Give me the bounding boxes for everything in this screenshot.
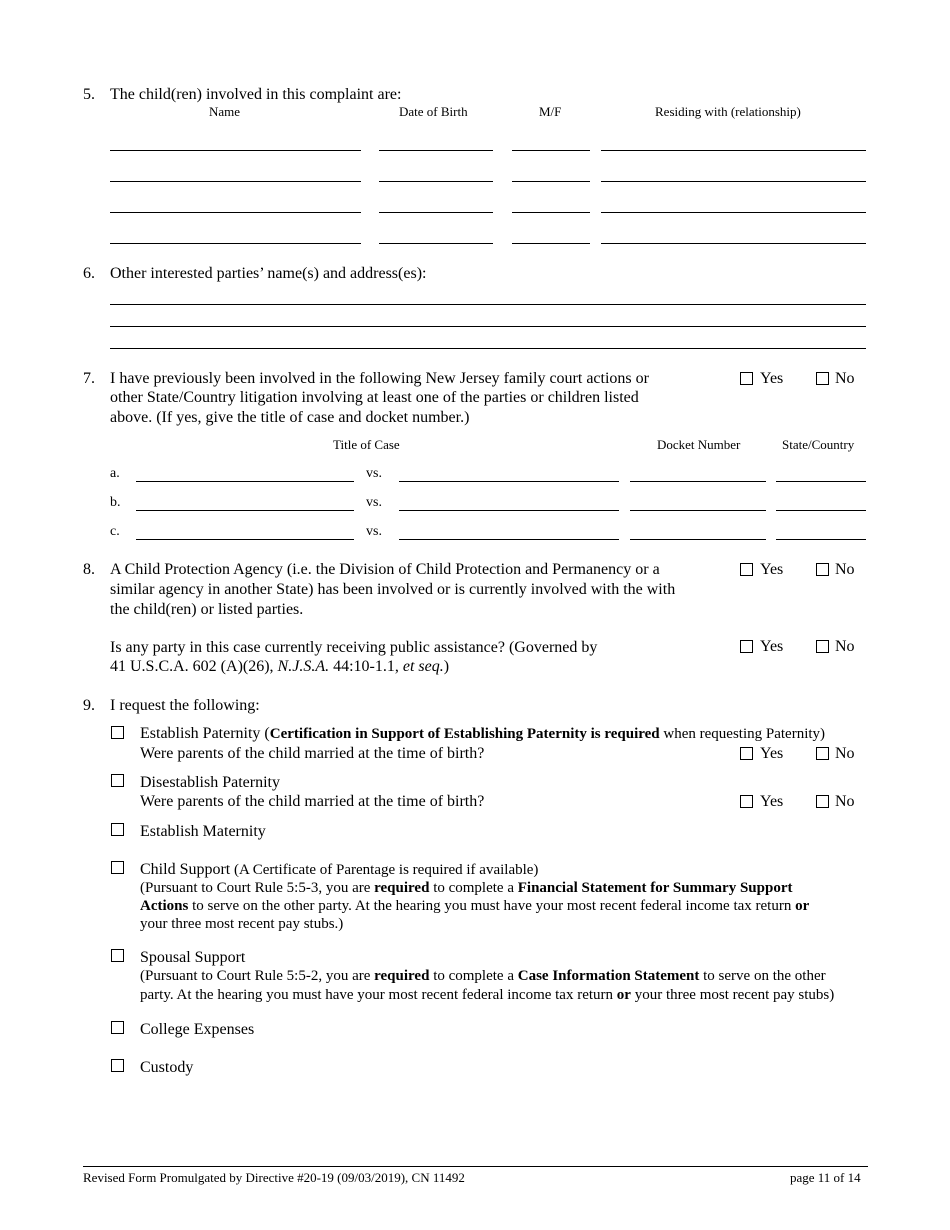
disestablish-paternity-no-label: No [835,793,855,810]
child-support-checkbox[interactable] [111,861,124,874]
case-c-docket-field[interactable] [630,539,766,540]
column-header-docket-number: Docket Number [657,437,741,452]
disestablish-paternity-yes-label: Yes [760,793,784,810]
child-2-residing-field[interactable] [601,181,866,182]
case-a-docket-field[interactable] [630,481,766,482]
other-parties-line-1[interactable] [110,304,866,305]
case-a-party-2-field[interactable] [399,481,619,482]
column-header-name: Name [209,104,241,119]
column-header-mf: M/F [539,104,562,119]
establish-paternity-no-label: No [835,745,855,762]
child-3-dob-field[interactable] [379,212,493,213]
other-parties-line-2[interactable] [110,326,866,327]
section-7-number: 7. [83,370,95,387]
section-8-no-checkbox[interactable] [816,563,829,576]
child-4-name-field[interactable] [110,243,361,244]
child-support-note-line-2: Actions to serve on the other party. At the hearing you must have your most recent federal income tax return or [140,898,810,914]
section-5-number: 5. [83,86,95,103]
establish-paternity-no-checkbox[interactable] [816,747,829,760]
footer-divider [83,1166,868,1167]
section-7-text-line-1: I have previously been involved in the following New Jersey family court actions or [110,370,649,387]
college-expenses-checkbox[interactable] [111,1021,124,1034]
section-9-title: I request the following: [110,697,260,714]
case-row-c-label: c. [110,524,120,539]
disestablish-paternity-no-checkbox[interactable] [816,795,829,808]
section-8-yes-label: Yes [760,561,784,578]
child-1-name-field[interactable] [110,150,361,151]
public-assistance-no-label: No [835,638,855,655]
spousal-support-label: Spousal Support [140,949,246,966]
child-1-dob-field[interactable] [379,150,493,151]
footer-page-number: page 11 of 14 [790,1170,861,1185]
custody-checkbox[interactable] [111,1059,124,1072]
spousal-support-note-line-1: (Pursuant to Court Rule 5:5-2, you are required to complete a Case Information Statement to serve on the other [140,968,826,984]
section-7-no-checkbox[interactable] [816,372,829,385]
child-3-name-field[interactable] [110,212,361,213]
establish-paternity-label: Establish Paternity (Certification in Support of Establishing Paternity is required when requesting Paternity) [140,725,826,742]
public-assistance-yes-checkbox[interactable] [740,640,753,653]
case-a-state-field[interactable] [776,481,866,482]
section-9-number: 9. [83,697,95,714]
child-support-label: Child Support (A Certificate of Parentage is required if available) [140,861,539,878]
establish-maternity-checkbox[interactable] [111,823,124,836]
case-b-vs: vs. [366,495,382,510]
disestablish-paternity-yes-checkbox[interactable] [740,795,753,808]
college-expenses-label: College Expenses [140,1021,255,1038]
custody-label: Custody [140,1059,194,1076]
child-1-mf-field[interactable] [512,150,590,151]
other-parties-line-3[interactable] [110,348,866,349]
section-7-text-line-3: above. (If yes, give the title of case and docket number.) [110,409,470,426]
public-assistance-question-line-2: 41 U.S.C.A. 602 (A)(26), N.J.S.A. 44:10-1.1, et seq.) [110,658,450,675]
case-a-party-1-field[interactable] [136,481,354,482]
public-assistance-no-checkbox[interactable] [816,640,829,653]
child-4-dob-field[interactable] [379,243,493,244]
column-header-date-of-birth: Date of Birth [399,104,468,119]
child-2-dob-field[interactable] [379,181,493,182]
child-4-mf-field[interactable] [512,243,590,244]
section-8-text-line-1: A Child Protection Agency (i.e. the Division of Child Protection and Permanency or a [110,561,660,578]
column-header-residing-with: Residing with (relationship) [655,104,801,119]
disestablish-paternity-checkbox[interactable] [111,774,124,787]
child-3-mf-field[interactable] [512,212,590,213]
case-c-party-1-field[interactable] [136,539,354,540]
case-a-vs: vs. [366,466,382,481]
child-2-mf-field[interactable] [512,181,590,182]
section-8-text-line-3: the child(ren) or listed parties. [110,601,304,618]
child-support-note-line-1: (Pursuant to Court Rule 5:5-3, you are required to complete a Financial Statement for Summary Support [140,880,793,896]
section-7-no-label: No [835,370,855,387]
section-8-no-label: No [835,561,855,578]
disestablish-paternity-married-question: Were parents of the child married at the time of birth? [140,793,485,810]
case-row-b-label: b. [110,495,121,510]
footer-form-revision: Revised Form Promulgated by Directive #20-19 (09/03/2019), CN 11492 [83,1170,465,1185]
section-5-title: The child(ren) involved in this complaint are: [110,86,402,103]
case-c-party-2-field[interactable] [399,539,619,540]
case-b-party-1-field[interactable] [136,510,354,511]
establish-paternity-yes-checkbox[interactable] [740,747,753,760]
section-7-yes-label: Yes [760,370,784,387]
child-3-residing-field[interactable] [601,212,866,213]
disestablish-paternity-label: Disestablish Paternity [140,774,280,791]
case-row-a-label: a. [110,466,120,481]
section-8-number: 8. [83,561,95,578]
section-7-text-line-2: other State/Country litigation involving at least one of the parties or children listed [110,389,639,406]
section-8-text-line-2: similar agency in another State) has been involved or is currently involved with the with [110,581,676,598]
child-1-residing-field[interactable] [601,150,866,151]
spousal-support-note-line-2: party. At the hearing you must have your most recent federal income tax return or your three most recent pay stubs) [140,987,835,1003]
case-b-state-field[interactable] [776,510,866,511]
case-c-vs: vs. [366,524,382,539]
column-header-title-of-case: Title of Case [333,437,400,452]
section-7-yes-checkbox[interactable] [740,372,753,385]
case-c-state-field[interactable] [776,539,866,540]
establish-paternity-yes-label: Yes [760,745,784,762]
establish-maternity-label: Establish Maternity [140,823,266,840]
case-b-docket-field[interactable] [630,510,766,511]
child-4-residing-field[interactable] [601,243,866,244]
case-b-party-2-field[interactable] [399,510,619,511]
spousal-support-checkbox[interactable] [111,949,124,962]
establish-paternity-married-question: Were parents of the child married at the time of birth? [140,745,485,762]
public-assistance-question-line-1: Is any party in this case currently receiving public assistance? (Governed by [110,639,598,656]
section-6-number: 6. [83,265,95,282]
section-8-yes-checkbox[interactable] [740,563,753,576]
column-header-state-country: State/Country [782,437,855,452]
child-support-note-line-3: your three most recent pay stubs.) [140,916,344,932]
establish-paternity-checkbox[interactable] [111,726,124,739]
section-6-title: Other interested parties’ name(s) and address(es): [110,265,427,282]
child-2-name-field[interactable] [110,181,361,182]
public-assistance-yes-label: Yes [760,638,784,655]
